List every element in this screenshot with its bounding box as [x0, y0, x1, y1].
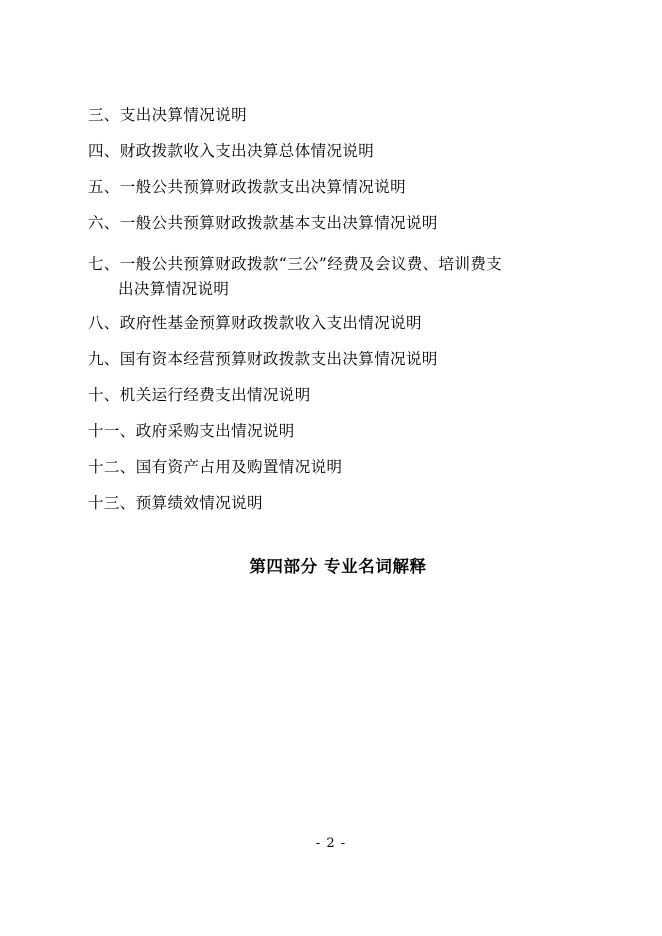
list-item: 十三、预算绩效情况说明 [88, 494, 263, 513]
list-item-line-2: 出决算情况说明 [118, 280, 230, 299]
page-number: - 2 - [315, 836, 347, 851]
list-item-line-1: 七、一般公共预算财政拨款“三公”经费及会议费、培训费支 [88, 255, 503, 273]
list-item: 五、一般公共预算财政拨款支出决算情况说明 [88, 178, 407, 196]
list-item: 十一、政府采购支出情况说明 [88, 422, 295, 441]
list-item: 九、国有资本经营预算财政拨款支出决算情况说明 [88, 350, 438, 369]
list-item: 八、政府性基金预算财政拨款收入支出情况说明 [88, 314, 422, 333]
section-heading: 第四部分 专业名词解释 [249, 557, 427, 576]
list-item: 十、机关运行经费支出情况说明 [88, 386, 311, 405]
list-item: 四、财政拨款收入支出决算总体情况说明 [88, 142, 375, 160]
list-item: 三、支出决算情况说明 [88, 106, 248, 124]
list-item: 六、一般公共预算财政拨款基本支出决算情况说明 [88, 214, 438, 232]
list-item: 十二、国有资产占用及购置情况说明 [88, 458, 343, 477]
list-item [88, 252, 588, 302]
table-of-contents [88, 108, 588, 532]
